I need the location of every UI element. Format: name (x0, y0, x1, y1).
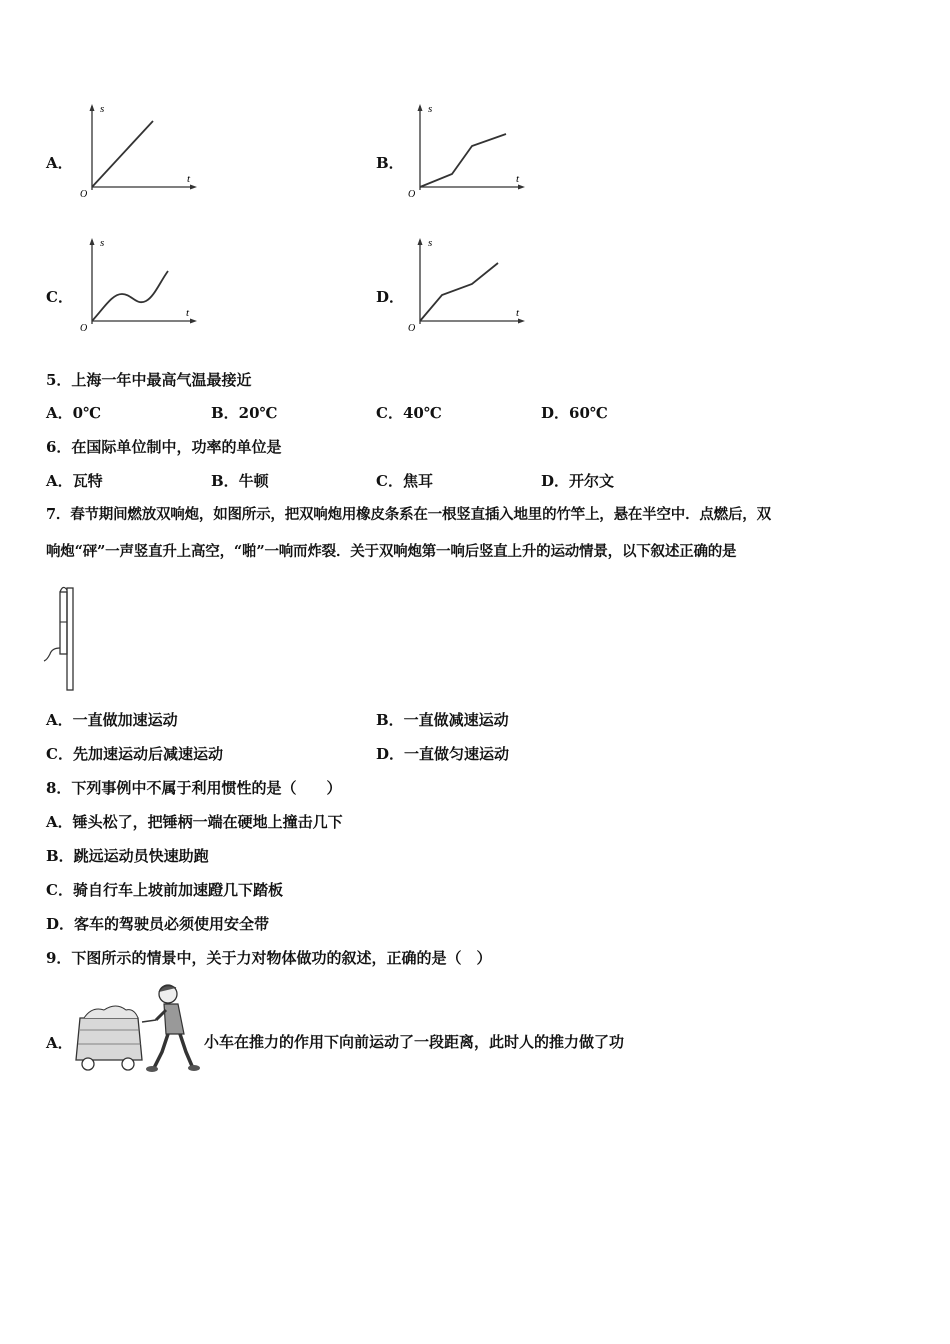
graph-d-axis-s: s (428, 237, 433, 249)
graph-b-axis-s: s (428, 103, 433, 115)
q7-stem-line2: 响炮“砰”一声竖直升上高空，“啪”一响而炸裂．关于双响炮第一响后竖直上升的运动情景，以下叙述正确的是 (46, 543, 737, 560)
graph-c-line (92, 271, 168, 321)
q5-option-d: D．60℃ (541, 404, 608, 422)
graph-c-origin: O (80, 323, 88, 334)
firecracker-bamboo-figure (40, 578, 80, 694)
graph-d-line (420, 263, 498, 321)
graph-c-axis-t: t (186, 307, 190, 319)
q9-option-a-label: A． (46, 1034, 73, 1052)
graph-a-axis-s: s (100, 103, 105, 115)
q8-option-d: D．客车的驾驶员必须使用安全带 (46, 915, 270, 933)
graph-c (76, 234, 200, 334)
q9-option-a-text: 小车在推力的作用下向前运动了一段距离，此时人的推力做了功 (204, 1033, 625, 1051)
graph-a (76, 100, 200, 200)
q7-stem-line1: 7．春节期间燃放双响炮，如图所示，把双响炮用橡皮条系在一根竖直插入地里的竹竿上，悬在半空中．点燃后，双 (46, 506, 771, 523)
q6-option-c: C．焦耳 (376, 472, 433, 490)
boy-pushing-cart-figure (72, 980, 202, 1074)
q7-option-b: B．一直做减速运动 (376, 711, 509, 729)
option-b-label: B． (376, 154, 404, 172)
graph-d (404, 234, 528, 334)
q7-option-a: A．一直做加速运动 (46, 711, 178, 729)
graph-a-origin: O (80, 189, 88, 200)
q5-option-c: C．40℃ (376, 404, 442, 422)
q6-option-a: A．瓦特 (46, 472, 103, 490)
graph-c-axis-s: s (100, 237, 105, 249)
q6-stem: 6．在国际单位制中，功率的单位是 (46, 438, 282, 456)
q7-option-d: D．一直做匀速运动 (376, 745, 510, 763)
graph-d-origin: O (408, 323, 416, 334)
q5-option-a: A．0℃ (46, 404, 102, 422)
q8-option-c: C．骑自行车上坡前加速蹬几下踏板 (46, 881, 283, 899)
q6-option-d: D．开尔文 (541, 472, 615, 490)
graph-b-line (420, 134, 506, 187)
q5-stem: 5．上海一年中最高气温最接近 (46, 371, 252, 389)
graph-b (404, 100, 528, 200)
option-d-label: D． (376, 288, 405, 306)
graph-b-axis-t: t (516, 173, 520, 185)
q5-option-b: B．20℃ (211, 404, 278, 422)
q8-option-a: A．锤头松了，把锤柄一端在硬地上撞击几下 (46, 813, 343, 831)
graph-d-axis-t: t (516, 307, 520, 319)
option-c-label: C． (46, 288, 73, 306)
q6-option-b: B．牛顿 (211, 472, 269, 490)
graph-b-origin: O (408, 189, 416, 200)
graph-a-line (92, 121, 153, 187)
q7-option-c: C．先加速运动后减速运动 (46, 745, 223, 763)
q8-option-b: B．跳远运动员快速助跑 (46, 847, 209, 865)
q8-stem: 8．下列事例中不属于利用惯性的是（ ） (46, 779, 342, 797)
graph-a-axis-t: t (187, 173, 191, 185)
q9-stem: 9．下图所示的情景中，关于力对物体做功的叙述，正确的是（ ） (46, 949, 492, 967)
option-a-label: A． (46, 154, 73, 172)
